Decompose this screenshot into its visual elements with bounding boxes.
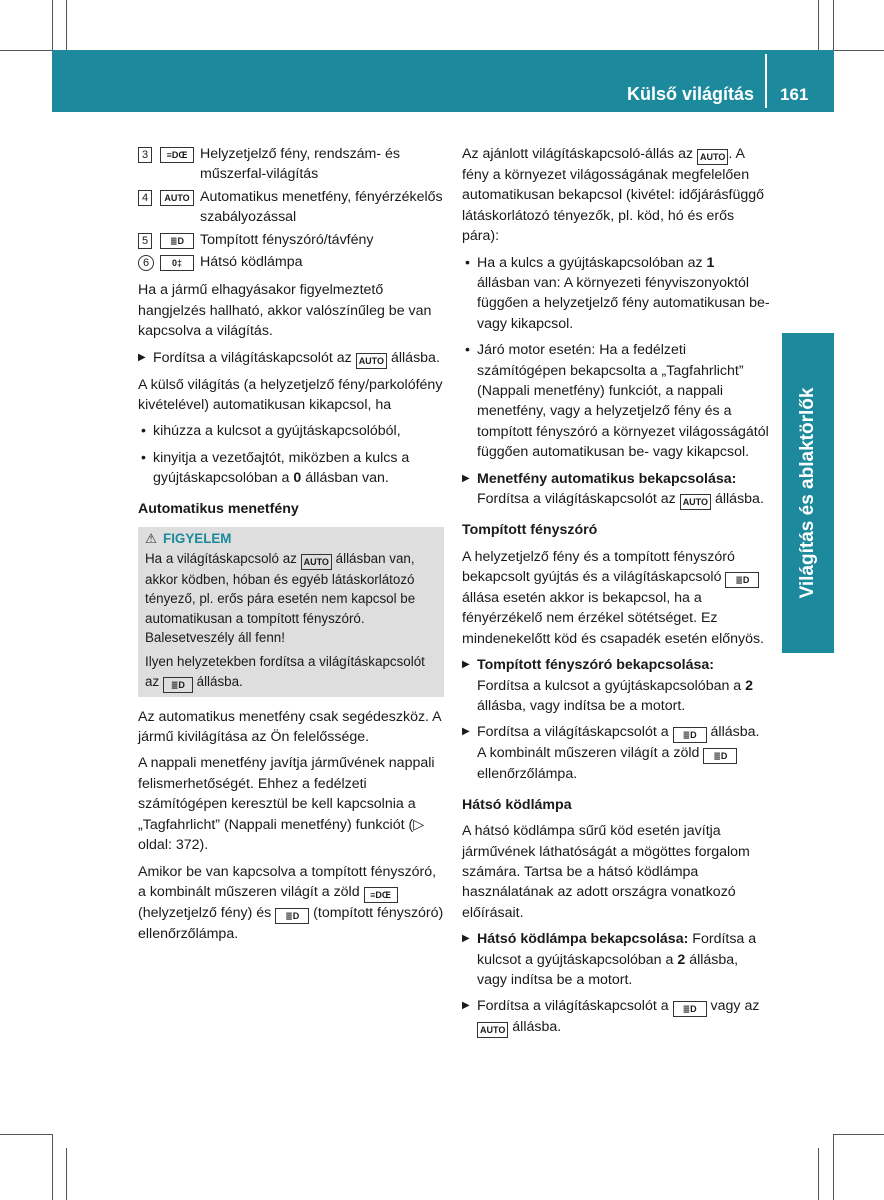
low-beam-icon: ≣D (673, 1001, 707, 1017)
instruction-text: állásba, vagy indítsa be a motort. (477, 697, 686, 714)
paragraph (462, 144, 770, 247)
list-item-text: Járó motor esetén: Ha a fedélzeti számítógépen bekapcsolta a „Tagfahrlicht” (Nappali menetfény) funkciót, a nappali menetfény, vagy a helyzetjelző fény és a tompított fényszóró a környezet világosságától függően automatikusan be- vagy kikapcsol. (477, 342, 769, 461)
auto-icon: AUTO (680, 494, 711, 510)
instruction-text: állásba, vagy indítsa be a motort. (477, 951, 739, 988)
item-text: Automatikus menetfény, fényérzékelős szabályozással (200, 188, 443, 226)
instruction (462, 929, 770, 990)
warning-header (145, 527, 436, 549)
instruction-text: Fordítsa a kulcsot a gyújtáskapcsolóban a (477, 931, 757, 968)
legend-item (138, 144, 444, 185)
legend-item (138, 187, 444, 228)
instruction-text: Fordítsa a világításkapcsolót a (477, 724, 669, 741)
instruction-text: A kombinált műszeren világít a zöld (477, 745, 700, 762)
warning-icon: ⚠ (145, 531, 158, 547)
paragraph: Az automatikus menetfény csak segédeszköz. A jármű kivilágítása az Ön felelőssége. (138, 708, 441, 746)
instruction-text: ellenőrzőlámpa. (477, 766, 578, 783)
instruction-text: állásba. (714, 491, 764, 508)
warning-text-part: állásban van, akkor ködben, hóban és egyéb látáskorlátozó tényező, pl. erős pára esetén nem kapcsol be automatikusan a tompított fényszóró. Balesetveszély áll fenn! (145, 550, 416, 646)
subheading: Hátsó ködlámpa (462, 796, 572, 813)
low-beam-icon: ≣D (703, 748, 737, 764)
paragraph: A hátsó ködlámpa sűrű köd esetén javítja járművének láthatóságát a mögöttes forgalom számára. Tartsa be a hátsó ködlámpa használatának az adott országra vonatkozó előírásait. (462, 823, 750, 921)
section-title: Külső világítás (626, 84, 754, 104)
item-number: 6 (138, 255, 154, 271)
auto-icon: AUTO (160, 190, 194, 206)
list-item (138, 421, 444, 441)
legend-item (138, 252, 444, 272)
item-number: 5 (138, 233, 152, 249)
warning-text (145, 652, 436, 693)
crop-mark (66, 1148, 67, 1200)
auto-icon: AUTO (356, 353, 387, 369)
instruction-title: Menetfény automatikus bekapcsolása: (477, 470, 737, 487)
warning-text-part: Ha a világításkapcsoló az (145, 550, 297, 566)
auto-icon: AUTO (697, 149, 728, 165)
list-item-text: Ha a kulcs a gyújtáskapcsolóban az (477, 254, 703, 271)
item-text: Helyzetjelző fény, rendszám- és műszerfal-világítás (200, 146, 401, 183)
left-column (138, 144, 444, 950)
arrow-icon: ▶ (462, 726, 470, 738)
header-divider (765, 54, 767, 108)
low-beam-icon: ≣D (163, 677, 193, 693)
crop-mark (834, 1134, 884, 1135)
auto-icon: AUTO (477, 1022, 508, 1038)
rear-fog-icon: 0‡ (160, 255, 194, 271)
low-beam-icon: ≣D (725, 572, 759, 588)
instruction-text: Fordítsa a világításkapcsolót az (477, 491, 676, 508)
warning-box (138, 527, 444, 697)
crop-mark (818, 1148, 819, 1200)
subheading: Automatikus menetfény (138, 500, 299, 517)
low-beam-icon: ≣D (275, 908, 309, 924)
paragraph: A külső világítás (a helyzetjelző fény/parkolófény kivételével) automatikusan kikapcsol, ha (138, 376, 443, 414)
warning-text-part: állásba. (196, 673, 243, 689)
paragraph: Ha a jármű elhagyásakor figyelmeztető hangjelzés hallható, akkor valószínűleg be van kapcsolva a világítás. (138, 282, 432, 340)
paragraph-text: Amikor be van kapcsolva a tompított fényszóró, a kombinált műszeren világít a zöld (138, 863, 437, 900)
low-beam-icon: ≣D (160, 233, 194, 249)
warning-text-part: Ilyen helyzetekben fordítsa a világításkapcsolót az (145, 654, 425, 689)
list-item (462, 340, 770, 462)
arrow-icon: ▶ (462, 1000, 470, 1012)
crop-mark (833, 0, 834, 50)
instruction (462, 655, 770, 716)
position-number: 1 (706, 254, 715, 271)
warning-title: FIGYELEM (163, 531, 232, 547)
paragraph (138, 862, 444, 945)
side-tab-label: Világítás és ablaktörlők (796, 387, 818, 599)
right-column (462, 144, 770, 1044)
paragraph-text: (helyzetjelző fény) és (138, 904, 272, 921)
crop-mark (818, 0, 819, 50)
position-number: 2 (745, 677, 754, 694)
parking-light-icon: ≡DŒ (160, 147, 194, 163)
auto-icon: AUTO (301, 554, 332, 570)
instruction (462, 469, 770, 510)
crop-mark (66, 0, 67, 50)
instruction-title: Tompított fényszóró bekapcsolása: (477, 657, 715, 674)
warning-text (145, 549, 436, 648)
instruction (462, 996, 770, 1038)
subheading: Tompított fényszóró (462, 522, 598, 539)
instruction-text: Fordítsa a világításkapcsolót az (153, 349, 352, 366)
list-item-text: kinyitja a vezetőajtót, miközben a kulcs a gyújtáskapcsolóban a (153, 449, 410, 487)
crop-mark (834, 50, 884, 51)
item-text: Tompított fényszóró/távfény (200, 231, 374, 248)
arrow-icon: ▶ (462, 933, 470, 945)
parking-light-icon: ≡DŒ (364, 887, 398, 903)
instruction (138, 348, 444, 369)
paragraph-text: . A fény a környezet világosságának megfelelően automatikusan bekapcsol (kivétel: időjárásfüggő látáskorlátozó tényezők, pl. köd, hó és erős pára): (462, 146, 765, 245)
list-item-text: állásban van. (305, 470, 389, 487)
position-number: 0 (293, 470, 302, 487)
instruction-text: állásba. (390, 349, 440, 366)
instruction (462, 722, 770, 784)
item-text: Hátsó ködlámpa (200, 254, 303, 271)
paragraph: A nappali menetfény javítja járművének nappali felismerhetőségét. Ehhez a fedélzeti számítógépen keresztül be kell kapcsolnia a „Tagfahrlicht” (Nappali menetfény) funkciót (▷ oldal: 372). (138, 755, 435, 854)
list-item (462, 253, 770, 335)
instruction-text: állásba. (710, 724, 760, 741)
arrow-icon: ▶ (462, 659, 470, 671)
instruction-text: Fordítsa a kulcsot a gyújtáskapcsolóban a (477, 677, 742, 694)
paragraph-text: állása esetén akkor is bekapcsol, ha a fényérzékelő nem érzékel sötétséget. Ez mindenekelőtt köd és csapadék esetén előnyös. (462, 589, 765, 647)
instruction-text: Fordítsa a világításkapcsolót a (477, 998, 669, 1015)
paragraph-text: (tompított fényszóró) ellenőrzőlámpa. (138, 904, 444, 942)
crop-mark (52, 1134, 53, 1200)
low-beam-icon: ≣D (673, 727, 707, 743)
paragraph (462, 547, 770, 650)
crop-mark (0, 50, 52, 51)
item-number: 4 (138, 190, 152, 206)
crop-mark (52, 0, 53, 50)
item-number: 3 (138, 147, 152, 163)
instruction-title: Hátsó ködlámpa bekapcsolása: (477, 931, 689, 948)
list-item-text: állásban van: A környezeti fényviszonyoktól függően a helyzetjelző fény automatikusan be- vagy kikapcsol. (477, 275, 770, 332)
list-item (138, 448, 444, 489)
instruction-text: állásba. (512, 1019, 562, 1036)
crop-mark (833, 1134, 834, 1200)
position-number: 2 (677, 951, 686, 968)
list-item-text: kihúzza a kulcsot a gyújtáskapcsolóból, (153, 423, 401, 440)
legend-item (138, 230, 444, 250)
instruction-text: vagy az (710, 998, 760, 1015)
page-number: 161 (780, 85, 809, 104)
arrow-icon: ▶ (462, 472, 470, 484)
paragraph-text: A helyzetjelző fény és a tompított fényszóró bekapcsolt gyújtás és a világításkapcsoló (462, 548, 735, 585)
crop-mark (0, 1134, 52, 1135)
paragraph-text: Az ajánlott világításkapcsoló-állás az (462, 146, 694, 162)
arrow-icon: ▶ (138, 351, 146, 363)
